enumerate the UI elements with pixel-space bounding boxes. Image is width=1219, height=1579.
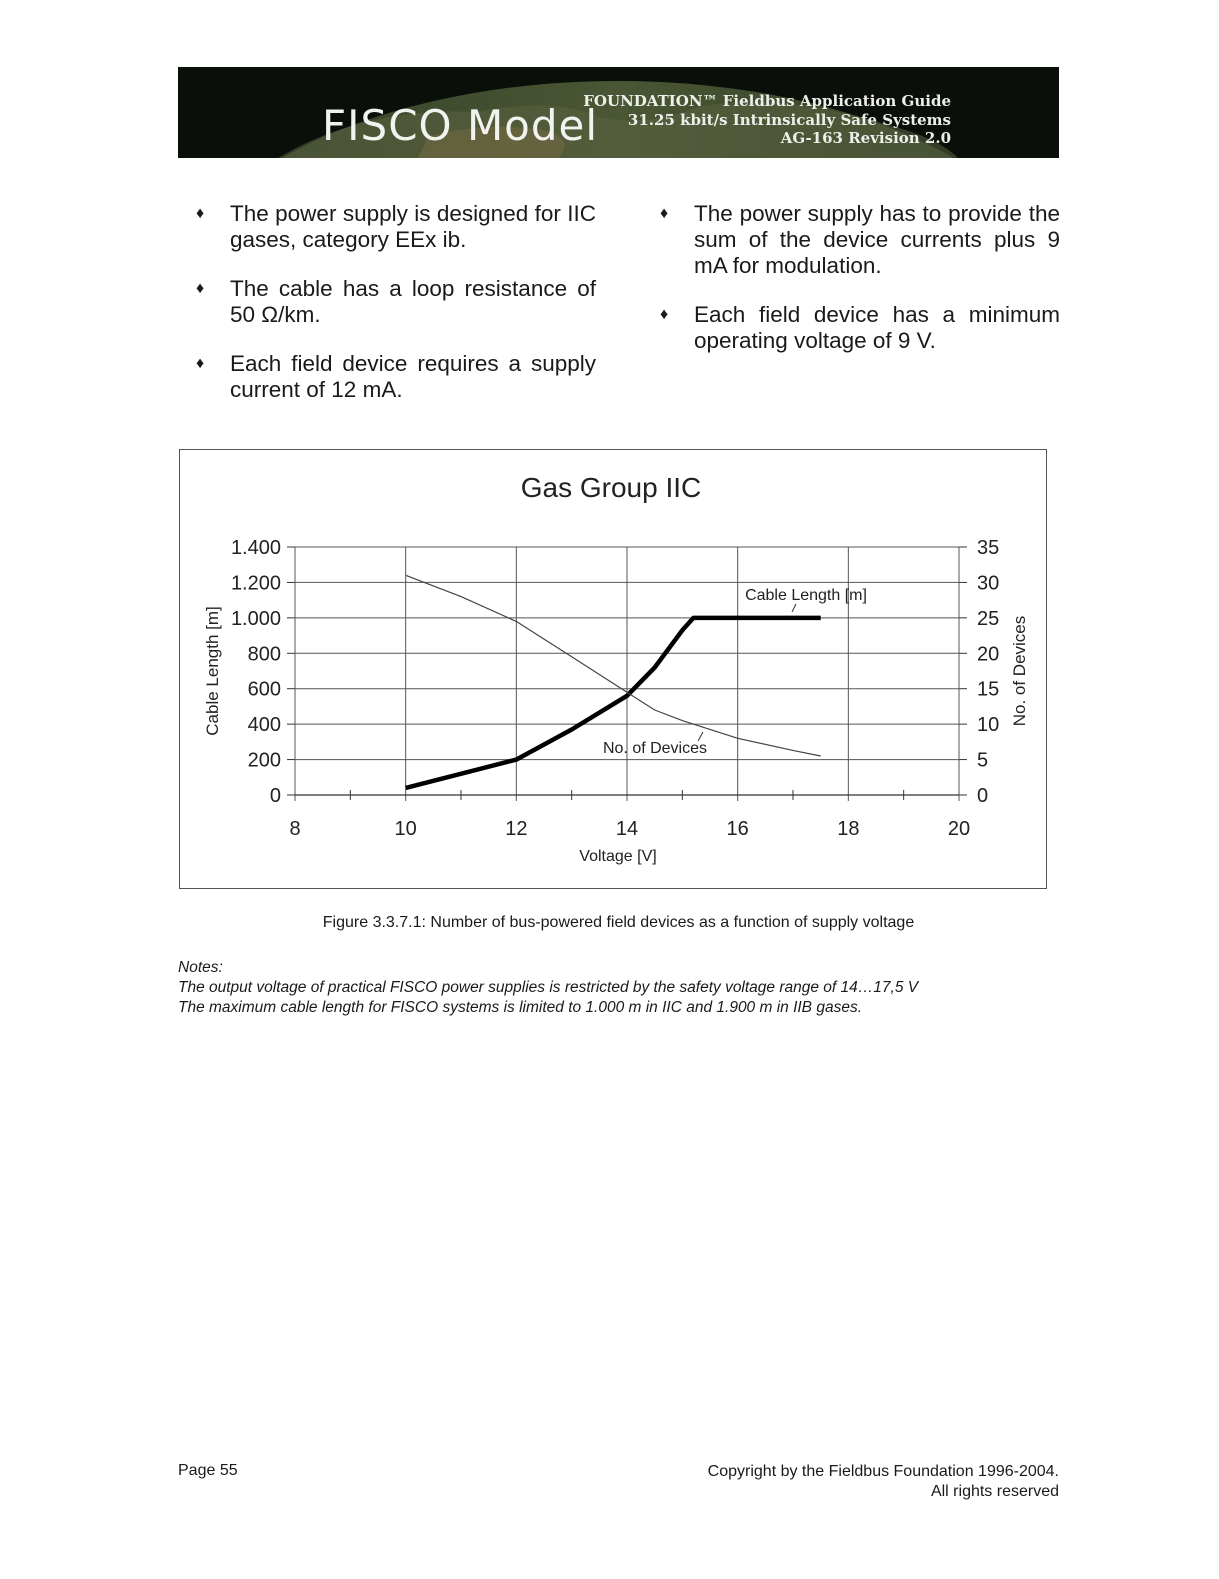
y-left-tick-label: 1.200 [230, 572, 281, 595]
cable-length-annotation: Cable Length [m] [745, 587, 867, 604]
y-left-tick-label: 600 [247, 678, 281, 701]
notes [178, 958, 918, 1018]
y-left-tick-label: 0 [269, 785, 281, 807]
y-left-tick-label: 800 [247, 643, 281, 666]
diamond-bullet-icon: ♦ [660, 205, 669, 222]
chart-frame [179, 449, 1047, 889]
gas-group-chart [1, 1, 1219, 1579]
page-number: Page 55 [178, 1462, 238, 1479]
banner-title: FISCO Model [322, 101, 599, 150]
x-tick-label: 18 [837, 818, 860, 840]
figure-caption: Figure 3.3.7.1: Number of bus-powered field devices as a function of supply voltage [322, 914, 915, 931]
y-right-tick-label: 30 [977, 572, 1000, 595]
x-tick-label: 8 [289, 818, 301, 840]
bullet-text: The cable has a loop resistance of 50 Ω/km. [230, 276, 596, 327]
y-left-tick-label: 1.000 [230, 607, 281, 630]
copyright-line: All rights reserved [930, 1483, 1059, 1500]
y-right-tick-label: 5 [977, 749, 989, 772]
diamond-bullet-icon: ♦ [196, 355, 205, 372]
banner-line: AG-163 Revision 2.0 [780, 129, 951, 147]
y-left-tick-label: 200 [247, 749, 281, 772]
x-axis-label: Voltage [V] [579, 848, 657, 865]
x-tick-label: 20 [947, 818, 971, 840]
y-right-tick-label: 20 [977, 643, 1000, 666]
diamond-bullet-icon: ♦ [196, 205, 205, 222]
cable-length-line [406, 618, 821, 788]
chart-title: Gas Group IIC [520, 472, 702, 503]
y-left-tick-label: 400 [247, 714, 281, 737]
bullet-text: Each field device requires a supply current of 12 mA. [230, 351, 596, 402]
copyright [708, 1462, 1059, 1502]
diamond-bullet-icon: ♦ [660, 306, 669, 323]
annotation-leader [792, 604, 796, 612]
x-tick-label: 10 [394, 818, 417, 840]
y-right-tick-label: 35 [977, 537, 1000, 559]
notes-line: The output voltage of practical FISCO power supplies is restricted by the safety voltage range of 14…17,5 V [178, 979, 919, 996]
bullet-text: Each field device has a minimum operating voltage of 9 V. [694, 302, 1060, 353]
copyright-line: Copyright by the Fieldbus Foundation 1996-2004. [707, 1463, 1059, 1480]
x-tick-label: 16 [726, 818, 749, 840]
banner-line: 31.25 kbit/s Intrinsically Safe Systems [627, 110, 951, 129]
banner-line: FOUNDATION™ Fieldbus Application Guide [583, 92, 951, 110]
devices-annotation: No. of Devices [602, 740, 708, 757]
x-tick-label: 12 [505, 818, 528, 840]
y-left-axis-label: Cable Length [m] [203, 606, 222, 736]
y-left-tick-label: 1.400 [230, 537, 281, 559]
notes-line: The maximum cable length for FISCO systems is limited to 1.000 m in IIC and 1.900 m in IIB gases. [178, 999, 862, 1016]
bullet-text: The power supply has to provide the sum of the device currents plus 9 mA for modulation. [694, 201, 1060, 278]
bullet-text: The power supply is designed for IIC gases, category EEx ib. [230, 201, 596, 252]
y-right-tick-label: 0 [977, 785, 989, 807]
diamond-bullet-icon: ♦ [196, 280, 205, 297]
x-tick-label: 14 [615, 818, 639, 840]
notes-heading: Notes: [178, 959, 223, 976]
y-right-tick-label: 25 [977, 607, 1000, 630]
y-right-tick-label: 15 [977, 678, 1000, 701]
y-right-tick-label: 10 [977, 714, 1000, 737]
y-right-axis-label: No. of Devices [1010, 615, 1029, 727]
